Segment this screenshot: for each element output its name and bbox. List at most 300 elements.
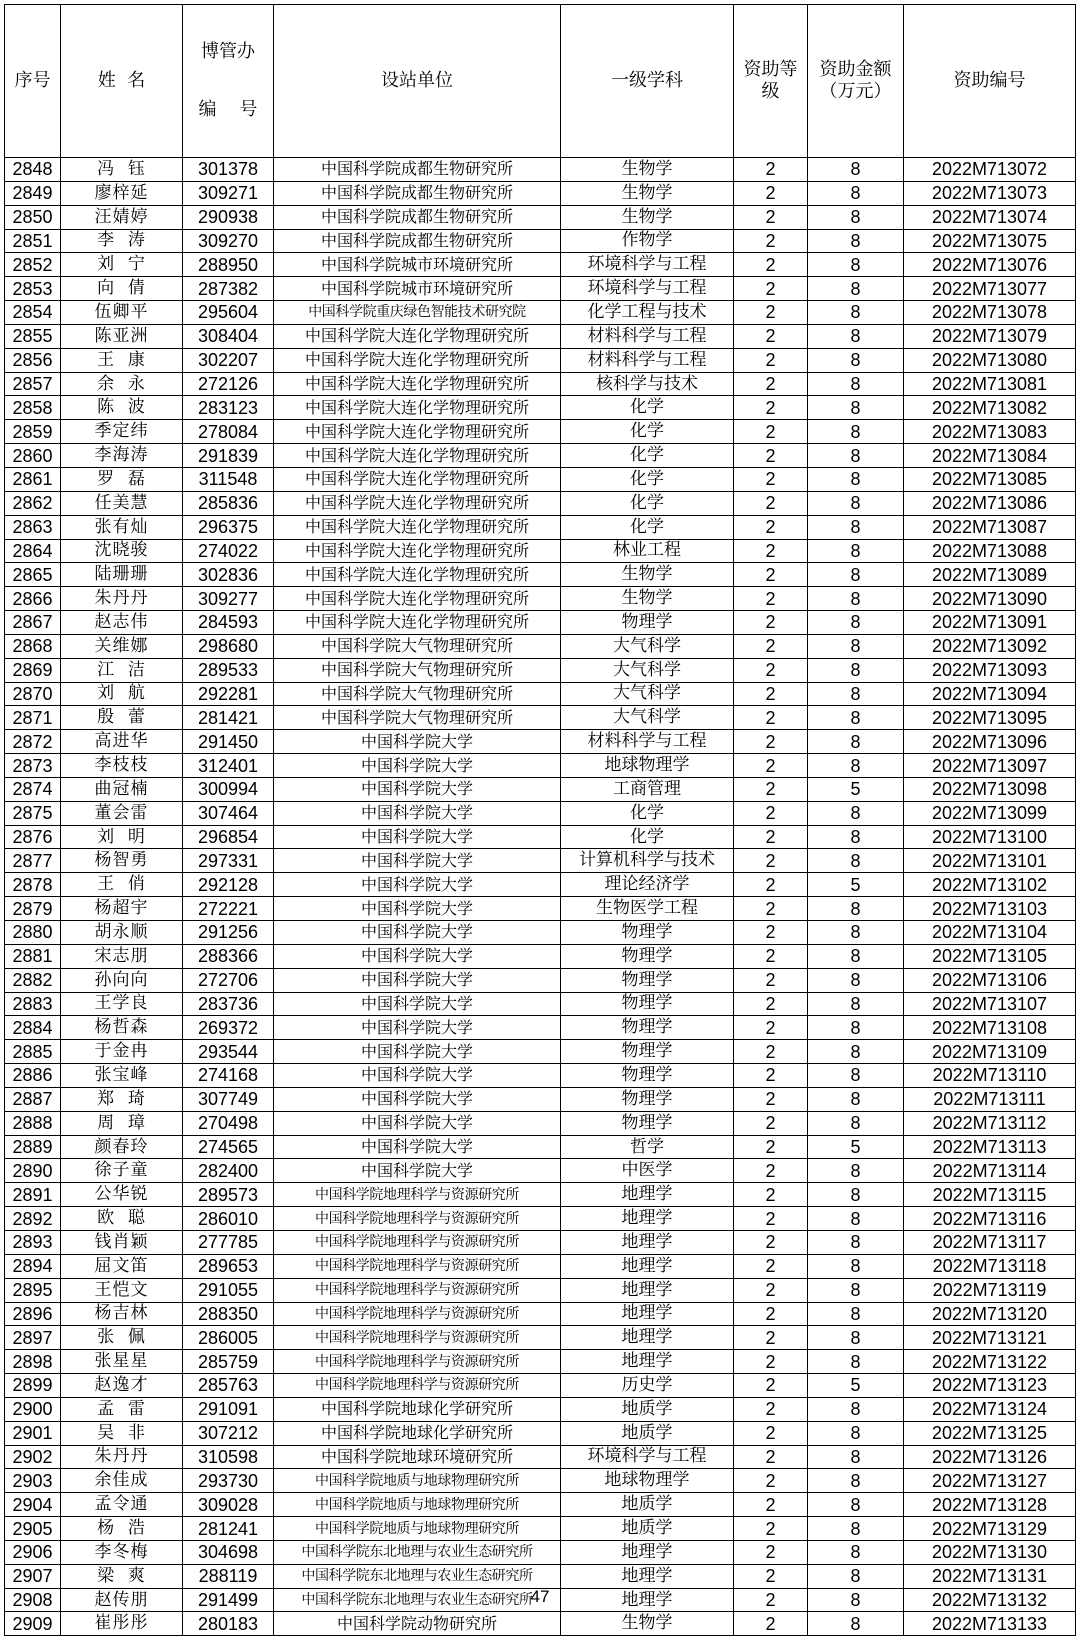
name-cell: 陆珊珊 [61, 563, 183, 587]
bgb-id-cell: 285836 [183, 491, 274, 515]
level-cell: 2 [734, 539, 808, 563]
subject-cell: 理论经济学 [561, 873, 734, 897]
seq-cell: 2852 [5, 253, 61, 277]
code-cell: 2022M713128 [904, 1493, 1076, 1517]
table-row [5, 420, 1076, 444]
level-cell: 2 [734, 396, 808, 420]
code-cell: 2022M713105 [904, 944, 1076, 968]
unit-cell: 中国科学院地理科学与资源研究所 [274, 1326, 561, 1350]
table-row [5, 1254, 1076, 1278]
table-row [5, 1159, 1076, 1183]
bgb-id-cell: 309270 [183, 229, 274, 253]
name-cell: 张星星 [61, 1350, 183, 1374]
code-cell: 2022M713074 [904, 205, 1076, 229]
seq-cell: 2866 [5, 587, 61, 611]
name-cell: 崔彤彤 [61, 1612, 183, 1636]
subject-cell: 物理学 [561, 968, 734, 992]
table-row [5, 1445, 1076, 1469]
level-cell: 2 [734, 1421, 808, 1445]
level-cell: 2 [734, 849, 808, 873]
name-cell: 刘 宁 [61, 253, 183, 277]
table-row [5, 1326, 1076, 1350]
amount-cell: 8 [808, 563, 904, 587]
code-cell: 2022M713072 [904, 158, 1076, 182]
code-cell: 2022M713113 [904, 1135, 1076, 1159]
bgb-id-cell: 272706 [183, 968, 274, 992]
bgb-id-cell: 307212 [183, 1421, 274, 1445]
bgb-id-cell: 286005 [183, 1326, 274, 1350]
seq-cell: 2871 [5, 706, 61, 730]
seq-cell: 2869 [5, 658, 61, 682]
bgb-id-cell: 288366 [183, 944, 274, 968]
level-cell: 2 [734, 587, 808, 611]
amount-cell: 8 [808, 825, 904, 849]
name-cell: 孙向向 [61, 968, 183, 992]
seq-cell: 2909 [5, 1612, 61, 1636]
name-cell: 宋志朋 [61, 944, 183, 968]
table-row [5, 1564, 1076, 1588]
subject-cell: 环境科学与工程 [561, 253, 734, 277]
level-cell: 2 [734, 1111, 808, 1135]
name-cell: 赵志伟 [61, 611, 183, 635]
header-bgb-id [183, 5, 274, 158]
bgb-id-cell: 292281 [183, 682, 274, 706]
name-cell: 杨 浩 [61, 1517, 183, 1541]
subject-cell: 化学 [561, 444, 734, 468]
code-cell: 2022M713078 [904, 301, 1076, 325]
code-cell: 2022M713103 [904, 897, 1076, 921]
bgb-id-cell: 281241 [183, 1517, 274, 1541]
name-cell: 钱肖颖 [61, 1230, 183, 1254]
bgb-id-cell: 274168 [183, 1064, 274, 1088]
bgb-id-cell: 281421 [183, 706, 274, 730]
code-cell: 2022M713115 [904, 1183, 1076, 1207]
header-code: 资助编号 [904, 5, 1076, 158]
seq-cell: 2895 [5, 1278, 61, 1302]
seq-cell: 2849 [5, 181, 61, 205]
table-row [5, 444, 1076, 468]
unit-cell: 中国科学院大学 [274, 1087, 561, 1111]
level-cell: 2 [734, 801, 808, 825]
level-cell: 2 [734, 277, 808, 301]
bgb-id-cell: 298680 [183, 634, 274, 658]
bgb-id-cell: 280183 [183, 1612, 274, 1636]
code-cell: 2022M713116 [904, 1207, 1076, 1231]
subject-cell: 生物学 [561, 1612, 734, 1636]
bgb-id-cell: 272126 [183, 372, 274, 396]
code-cell: 2022M713082 [904, 396, 1076, 420]
unit-cell: 中国科学院地理科学与资源研究所 [274, 1302, 561, 1326]
code-cell: 2022M713122 [904, 1350, 1076, 1374]
name-cell: 杨吉林 [61, 1302, 183, 1326]
subject-cell: 生物学 [561, 205, 734, 229]
unit-cell: 中国科学院大连化学物理研究所 [274, 324, 561, 348]
amount-cell: 5 [808, 873, 904, 897]
amount-cell: 8 [808, 515, 904, 539]
subject-cell: 生物学 [561, 587, 734, 611]
seq-cell: 2908 [5, 1588, 61, 1612]
table-row [5, 1183, 1076, 1207]
seq-cell: 2862 [5, 491, 61, 515]
amount-cell: 8 [808, 205, 904, 229]
table-row [5, 539, 1076, 563]
level-cell: 2 [734, 181, 808, 205]
amount-cell: 8 [808, 1421, 904, 1445]
code-cell: 2022M713100 [904, 825, 1076, 849]
name-cell: 任美慧 [61, 491, 183, 515]
seq-cell: 2867 [5, 611, 61, 635]
table-row [5, 873, 1076, 897]
seq-cell: 2878 [5, 873, 61, 897]
unit-cell: 中国科学院大学 [274, 1111, 561, 1135]
amount-cell: 8 [808, 1612, 904, 1636]
unit-cell: 中国科学院动物研究所 [274, 1612, 561, 1636]
funding-list-sheet [4, 4, 1075, 1636]
seq-cell: 2853 [5, 277, 61, 301]
amount-cell: 8 [808, 158, 904, 182]
level-cell: 2 [734, 1064, 808, 1088]
table-row [5, 181, 1076, 205]
bgb-id-cell: 309028 [183, 1493, 274, 1517]
level-cell: 2 [734, 444, 808, 468]
code-cell: 2022M713120 [904, 1302, 1076, 1326]
code-cell: 2022M713104 [904, 921, 1076, 945]
table-row [5, 801, 1076, 825]
code-cell: 2022M713077 [904, 277, 1076, 301]
table-row [5, 1517, 1076, 1541]
amount-cell: 8 [808, 944, 904, 968]
bgb-id-cell: 285759 [183, 1350, 274, 1374]
table-row [5, 372, 1076, 396]
unit-cell: 中国科学院地质与地球物理研究所 [274, 1493, 561, 1517]
page-number: 47 [530, 1587, 550, 1606]
amount-cell: 5 [808, 1374, 904, 1398]
name-cell: 陈 波 [61, 396, 183, 420]
code-cell: 2022M713123 [904, 1374, 1076, 1398]
bgb-id-cell: 288350 [183, 1302, 274, 1326]
subject-cell: 地球物理学 [561, 1469, 734, 1493]
bgb-id-cell: 274565 [183, 1135, 274, 1159]
bgb-id-cell: 283736 [183, 992, 274, 1016]
name-cell: 江 洁 [61, 658, 183, 682]
unit-cell: 中国科学院大气物理研究所 [274, 682, 561, 706]
seq-cell: 2902 [5, 1445, 61, 1469]
subject-cell: 地质学 [561, 1421, 734, 1445]
code-cell: 2022M713108 [904, 1016, 1076, 1040]
subject-cell: 大气科学 [561, 634, 734, 658]
subject-cell: 地理学 [561, 1588, 734, 1612]
seq-cell: 2886 [5, 1064, 61, 1088]
name-cell: 沈晓骏 [61, 539, 183, 563]
level-cell: 2 [734, 706, 808, 730]
unit-cell: 中国科学院东北地理与农业生态研究所 [274, 1564, 561, 1588]
bgb-id-cell: 302836 [183, 563, 274, 587]
name-cell: 梁 爽 [61, 1564, 183, 1588]
level-cell: 2 [734, 1493, 808, 1517]
seq-cell: 2872 [5, 730, 61, 754]
code-cell: 2022M713131 [904, 1564, 1076, 1588]
table-row [5, 658, 1076, 682]
name-cell: 余 永 [61, 372, 183, 396]
subject-cell: 物理学 [561, 992, 734, 1016]
amount-cell: 8 [808, 921, 904, 945]
unit-cell: 中国科学院大学 [274, 825, 561, 849]
subject-cell: 地理学 [561, 1540, 734, 1564]
unit-cell: 中国科学院大连化学物理研究所 [274, 515, 561, 539]
header-bgb-id-line1: 博管办 [201, 41, 255, 62]
seq-cell: 2855 [5, 324, 61, 348]
bgb-id-cell: 292128 [183, 873, 274, 897]
name-cell: 杨超宇 [61, 897, 183, 921]
unit-cell: 中国科学院大连化学物理研究所 [274, 348, 561, 372]
unit-cell: 中国科学院大气物理研究所 [274, 658, 561, 682]
code-cell: 2022M713092 [904, 634, 1076, 658]
name-cell: 张 佩 [61, 1326, 183, 1350]
seq-cell: 2865 [5, 563, 61, 587]
unit-cell: 中国科学院东北地理与农业生态研究所 [274, 1540, 561, 1564]
unit-cell: 中国科学院大学 [274, 1159, 561, 1183]
subject-cell: 生物医学工程 [561, 897, 734, 921]
unit-cell: 中国科学院大连化学物理研究所 [274, 396, 561, 420]
bgb-id-cell: 277785 [183, 1230, 274, 1254]
name-cell: 赵逸才 [61, 1374, 183, 1398]
amount-cell: 8 [808, 730, 904, 754]
name-cell: 伍卿平 [61, 301, 183, 325]
seq-cell: 2875 [5, 801, 61, 825]
subject-cell: 林业工程 [561, 539, 734, 563]
table-row [5, 825, 1076, 849]
bgb-id-cell: 291091 [183, 1397, 274, 1421]
bgb-id-cell: 283123 [183, 396, 274, 420]
level-cell: 2 [734, 634, 808, 658]
seq-cell: 2887 [5, 1087, 61, 1111]
table-row [5, 301, 1076, 325]
bgb-id-cell: 289573 [183, 1183, 274, 1207]
name-cell: 屈文笛 [61, 1254, 183, 1278]
amount-cell: 8 [808, 1040, 904, 1064]
seq-cell: 2894 [5, 1254, 61, 1278]
seq-cell: 2890 [5, 1159, 61, 1183]
subject-cell: 环境科学与工程 [561, 1445, 734, 1469]
level-cell: 2 [734, 1016, 808, 1040]
amount-cell: 8 [808, 1445, 904, 1469]
code-cell: 2022M713076 [904, 253, 1076, 277]
table-row [5, 682, 1076, 706]
seq-cell: 2882 [5, 968, 61, 992]
unit-cell: 中国科学院地理科学与资源研究所 [274, 1183, 561, 1207]
unit-cell: 中国科学院地理科学与资源研究所 [274, 1207, 561, 1231]
level-cell: 2 [734, 1564, 808, 1588]
bgb-id-cell: 301378 [183, 158, 274, 182]
level-cell: 2 [734, 944, 808, 968]
level-cell: 2 [734, 324, 808, 348]
level-cell: 2 [734, 873, 808, 897]
level-cell: 2 [734, 897, 808, 921]
seq-cell: 2891 [5, 1183, 61, 1207]
seq-cell: 2858 [5, 396, 61, 420]
seq-cell: 2903 [5, 1469, 61, 1493]
table-row [5, 396, 1076, 420]
name-cell: 汪婧婷 [61, 205, 183, 229]
table-row [5, 515, 1076, 539]
code-cell: 2022M713075 [904, 229, 1076, 253]
unit-cell: 中国科学院地理科学与资源研究所 [274, 1254, 561, 1278]
code-cell: 2022M713087 [904, 515, 1076, 539]
subject-cell: 化学工程与技术 [561, 301, 734, 325]
name-cell: 王学良 [61, 992, 183, 1016]
subject-cell: 材料科学与工程 [561, 730, 734, 754]
subject-cell: 化学 [561, 396, 734, 420]
subject-cell: 地理学 [561, 1278, 734, 1302]
unit-cell: 中国科学院大学 [274, 992, 561, 1016]
unit-cell: 中国科学院大气物理研究所 [274, 634, 561, 658]
code-cell: 2022M713096 [904, 730, 1076, 754]
name-cell: 孟 雷 [61, 1397, 183, 1421]
code-cell: 2022M713089 [904, 563, 1076, 587]
bgb-id-cell: 304698 [183, 1540, 274, 1564]
unit-cell: 中国科学院地理科学与资源研究所 [274, 1350, 561, 1374]
subject-cell: 化学 [561, 491, 734, 515]
level-cell: 2 [734, 992, 808, 1016]
bgb-id-cell: 289533 [183, 658, 274, 682]
amount-cell: 8 [808, 1183, 904, 1207]
seq-cell: 2905 [5, 1517, 61, 1541]
amount-cell: 8 [808, 1350, 904, 1374]
level-cell: 2 [734, 1350, 808, 1374]
unit-cell: 中国科学院重庆绿色智能技术研究院 [274, 301, 561, 325]
name-cell: 于金冉 [61, 1040, 183, 1064]
level-cell: 2 [734, 1207, 808, 1231]
code-cell: 2022M713081 [904, 372, 1076, 396]
table-row [5, 777, 1076, 801]
subject-cell: 化学 [561, 467, 734, 491]
subject-cell: 地理学 [561, 1564, 734, 1588]
name-cell: 周 璋 [61, 1111, 183, 1135]
table-row [5, 229, 1076, 253]
code-cell: 2022M713079 [904, 324, 1076, 348]
unit-cell: 中国科学院成都生物研究所 [274, 205, 561, 229]
code-cell: 2022M713111 [904, 1087, 1076, 1111]
level-cell: 2 [734, 968, 808, 992]
table-row [5, 277, 1076, 301]
table-row [5, 1612, 1076, 1636]
unit-cell: 中国科学院大连化学物理研究所 [274, 420, 561, 444]
code-cell: 2022M713091 [904, 611, 1076, 635]
subject-cell: 物理学 [561, 1087, 734, 1111]
unit-cell: 中国科学院成都生物研究所 [274, 158, 561, 182]
table-row [5, 1230, 1076, 1254]
bgb-id-cell: 307749 [183, 1087, 274, 1111]
bgb-id-cell: 286010 [183, 1207, 274, 1231]
amount-cell: 8 [808, 539, 904, 563]
name-cell: 朱丹丹 [61, 587, 183, 611]
code-cell: 2022M713125 [904, 1421, 1076, 1445]
seq-cell: 2868 [5, 634, 61, 658]
unit-cell: 中国科学院城市环境研究所 [274, 253, 561, 277]
code-cell: 2022M713099 [904, 801, 1076, 825]
table-row [5, 1350, 1076, 1374]
amount-cell: 8 [808, 801, 904, 825]
name-cell: 陈亚洲 [61, 324, 183, 348]
name-cell: 吴 非 [61, 1421, 183, 1445]
code-cell: 2022M713106 [904, 968, 1076, 992]
unit-cell: 中国科学院大连化学物理研究所 [274, 611, 561, 635]
name-cell: 朱丹丹 [61, 1445, 183, 1469]
amount-cell: 8 [808, 1588, 904, 1612]
bgb-id-cell: 270498 [183, 1111, 274, 1135]
name-cell: 张宝峰 [61, 1064, 183, 1088]
name-cell: 欧 聪 [61, 1207, 183, 1231]
subject-cell: 物理学 [561, 1064, 734, 1088]
level-cell: 2 [734, 682, 808, 706]
seq-cell: 2863 [5, 515, 61, 539]
level-cell: 2 [734, 1278, 808, 1302]
header-bgb-id-line2: 编 号 [198, 99, 258, 120]
unit-cell: 中国科学院大学 [274, 777, 561, 801]
name-cell: 孟令通 [61, 1493, 183, 1517]
unit-cell: 中国科学院大连化学物理研究所 [274, 444, 561, 468]
subject-cell: 大气科学 [561, 658, 734, 682]
seq-cell: 2861 [5, 467, 61, 491]
name-cell: 李冬梅 [61, 1540, 183, 1564]
subject-cell: 物理学 [561, 611, 734, 635]
code-cell: 2022M713121 [904, 1326, 1076, 1350]
unit-cell: 中国科学院大气物理研究所 [274, 706, 561, 730]
level-cell: 2 [734, 1040, 808, 1064]
unit-cell: 中国科学院大学 [274, 801, 561, 825]
unit-cell: 中国科学院大连化学物理研究所 [274, 491, 561, 515]
subject-cell: 地质学 [561, 1517, 734, 1541]
subject-cell: 生物学 [561, 563, 734, 587]
amount-cell: 8 [808, 420, 904, 444]
subject-cell: 核科学与技术 [561, 372, 734, 396]
unit-cell: 中国科学院大学 [274, 1064, 561, 1088]
name-cell: 向 倩 [61, 277, 183, 301]
bgb-id-cell: 289653 [183, 1254, 274, 1278]
level-cell: 2 [734, 611, 808, 635]
seq-cell: 2879 [5, 897, 61, 921]
code-cell: 2022M713097 [904, 754, 1076, 778]
code-cell: 2022M713088 [904, 539, 1076, 563]
name-cell: 赵传朋 [61, 1588, 183, 1612]
subject-cell: 地理学 [561, 1207, 734, 1231]
seq-cell: 2896 [5, 1302, 61, 1326]
code-cell: 2022M713117 [904, 1230, 1076, 1254]
seq-cell: 2857 [5, 372, 61, 396]
table-row [5, 1111, 1076, 1135]
name-cell: 杨哲森 [61, 1016, 183, 1040]
subject-cell: 地理学 [561, 1326, 734, 1350]
seq-cell: 2884 [5, 1016, 61, 1040]
unit-cell: 中国科学院地球环境研究所 [274, 1445, 561, 1469]
bgb-id-cell: 291256 [183, 921, 274, 945]
table-header [5, 5, 1076, 158]
amount-cell: 8 [808, 1540, 904, 1564]
subject-cell: 材料科学与工程 [561, 324, 734, 348]
name-cell: 郑 琦 [61, 1087, 183, 1111]
unit-cell: 中国科学院大学 [274, 1135, 561, 1159]
name-cell: 季定纬 [61, 420, 183, 444]
code-cell: 2022M713101 [904, 849, 1076, 873]
seq-cell: 2874 [5, 777, 61, 801]
amount-cell: 8 [808, 968, 904, 992]
amount-cell: 8 [808, 372, 904, 396]
level-cell: 2 [734, 348, 808, 372]
subject-cell: 大气科学 [561, 706, 734, 730]
name-cell: 李枝枝 [61, 754, 183, 778]
bgb-id-cell: 290938 [183, 205, 274, 229]
bgb-id-cell: 278084 [183, 420, 274, 444]
